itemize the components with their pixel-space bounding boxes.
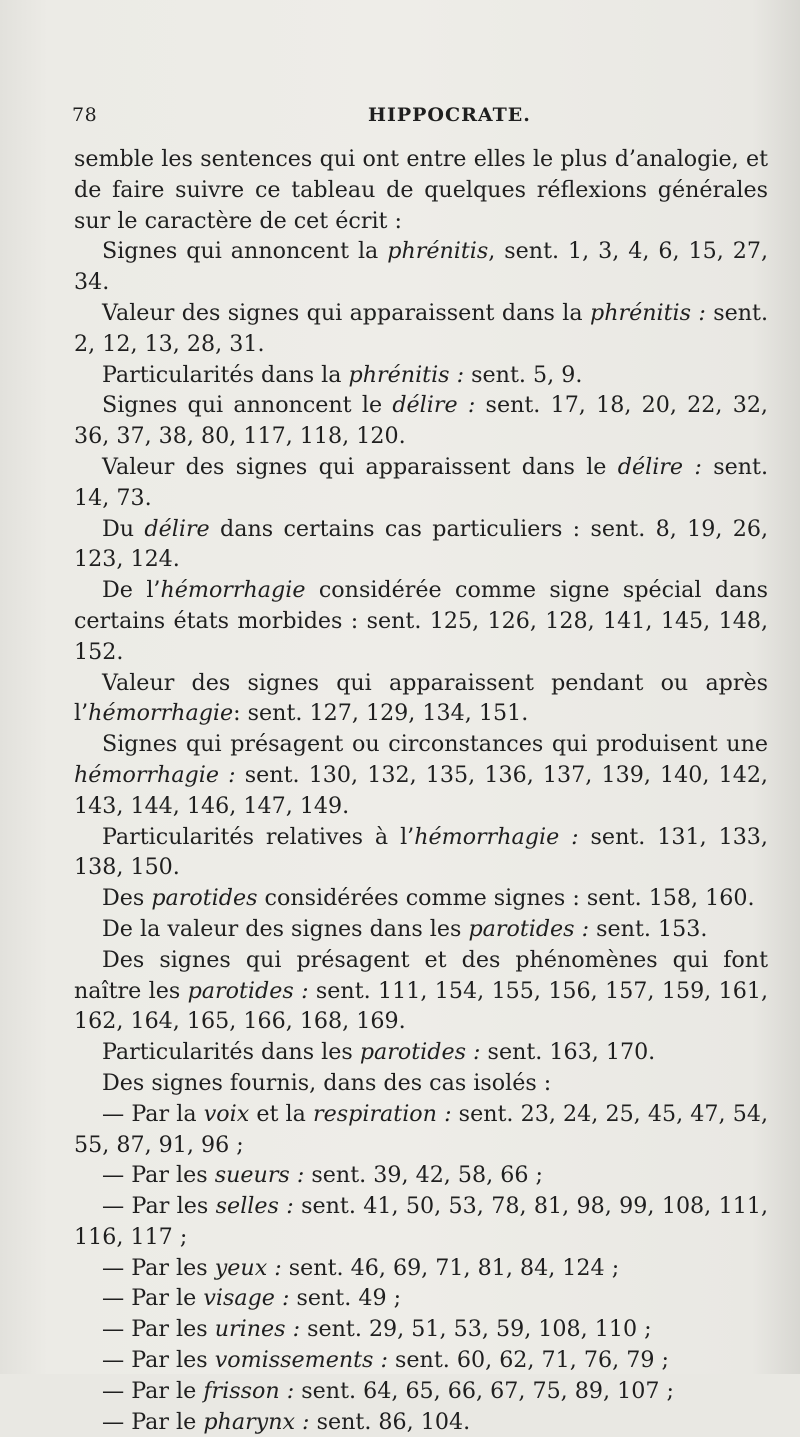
text-segment: sent. 39, 42, 58, 66 ;	[304, 1162, 544, 1189]
italic-term: phrénitis :	[348, 361, 465, 388]
italic-term: phrénitis	[387, 238, 489, 265]
text-segment: sent. 41, 50, 53, 78, 81, 98, 99, 108, 111, 116, 117 ;	[74, 1193, 768, 1250]
italic-term: délire :	[392, 392, 476, 419]
text-segment: — Par le	[102, 1285, 204, 1312]
text-segment: sent. 49 ;	[289, 1285, 402, 1312]
italic-term: parotides :	[468, 915, 590, 942]
text-segment: Valeur des signes qui apparaissent dans le	[102, 453, 618, 480]
italic-term: frisson :	[203, 1377, 295, 1404]
text-segment: Particularités dans la	[102, 361, 349, 388]
text-segment: De la valeur des signes dans les	[102, 915, 469, 942]
italic-term: vomissements :	[214, 1347, 388, 1374]
text-segment: : sent. 127, 129, 134, 151.	[233, 700, 529, 727]
italic-term: phrénitis :	[590, 299, 706, 326]
text-segment: Signes qui présagent ou circonstances qui produisent une	[102, 731, 768, 758]
paragraph	[74, 452, 768, 514]
text-segment: sent. 5, 9.	[464, 361, 583, 388]
italic-term: voix	[203, 1100, 250, 1127]
text-segment: — Par les	[102, 1254, 215, 1281]
text-segment: Valeur des signes qui apparaissent dans la	[102, 299, 590, 326]
text-segment: Des signes qui présagent et des phénomènes qui font naître les	[74, 946, 768, 1004]
paragraph	[74, 1314, 768, 1345]
paragraph	[74, 144, 768, 236]
italic-term: délire	[144, 515, 210, 542]
italic-term: délire :	[617, 453, 702, 480]
text-segment: Des signes fournis, dans des cas isolés :	[102, 1069, 552, 1096]
text-segment: Signes qui annoncent le	[102, 392, 393, 419]
page-header	[72, 104, 772, 134]
text-segment: , sent. 1, 3, 4, 6, 15, 27, 34.	[74, 238, 768, 296]
italic-term: hémorrhagie	[160, 577, 306, 604]
text-segment: sent. 14, 73.	[74, 453, 768, 511]
text-segment: — Par les	[102, 1347, 215, 1374]
paragraph	[74, 1345, 768, 1376]
text-segment: sent. 17, 18, 20, 22, 32, 36, 37, 38, 80, 117, 118, 120.	[74, 392, 768, 450]
paragraph	[74, 390, 768, 452]
text-segment: sent. 131, 133, 138, 150.	[74, 823, 768, 881]
text-segment: — Par les	[102, 1193, 216, 1220]
text-segment: considérée comme signe spécial dans certains états morbides : sent. 125, 126, 128, 141, 145, 148, 152.	[74, 577, 769, 665]
paragraph	[74, 360, 768, 391]
text-segment: — Par le	[102, 1377, 204, 1404]
text-segment: sent. 46, 69, 71, 81, 84, 124 ;	[281, 1254, 620, 1281]
text-segment: Signes qui annoncent la	[102, 238, 388, 265]
paragraph	[74, 883, 768, 914]
italic-term: visage :	[203, 1285, 290, 1312]
paragraph	[74, 1160, 768, 1191]
text-segment: — Par le	[102, 1408, 204, 1435]
text-segment: De l’	[102, 577, 161, 604]
text-segment: sent. 111, 154, 155, 156, 157, 159, 161, 162, 164, 165, 166, 168, 169.	[74, 977, 768, 1035]
running-title: HIPPOCRATE.	[368, 104, 531, 126]
italic-term: hémorrhagie	[88, 700, 234, 727]
text-segment: sent. 64, 65, 66, 67, 75, 89, 107 ;	[294, 1377, 675, 1404]
paragraph	[74, 914, 768, 945]
text-segment: sent. 2, 12, 13, 28, 31.	[74, 299, 768, 357]
page-body	[74, 144, 768, 1437]
italic-term: hémorrhagie :	[414, 823, 579, 850]
text-segment: et la	[249, 1100, 314, 1127]
text-segment: sent. 153.	[589, 915, 708, 942]
text-segment: sent. 29, 51, 53, 59, 108, 110 ;	[300, 1316, 652, 1343]
text-segment: sent. 163, 170.	[480, 1039, 656, 1066]
text-segment: semble les sentences qui ont entre elles le plus d’analogie, et de faire suivre ce tableau de quelques réflexions générales sur le caractère de cet écrit :	[74, 146, 768, 234]
text-segment: Valeur des signes qui apparaissent pendant ou après l’	[74, 669, 768, 727]
text-segment: sent. 23, 24, 25, 45, 47, 54, 55, 87, 91, 96 ;	[74, 1100, 769, 1158]
text-segment: sent. 60, 62, 71, 76, 79 ;	[387, 1347, 669, 1374]
text-segment: considérées comme signes : sent. 158, 160.	[257, 885, 755, 912]
paragraph	[74, 1253, 768, 1284]
italic-term: parotides :	[359, 1039, 481, 1066]
paragraph	[74, 1068, 768, 1099]
paragraph	[74, 575, 768, 667]
text-segment: Du	[102, 515, 145, 542]
paragraph	[74, 1191, 768, 1253]
text-segment: — Par les	[102, 1162, 215, 1189]
italic-term: urines :	[214, 1316, 301, 1343]
italic-term: parotides	[151, 885, 258, 912]
text-segment: Particularités relatives à l’	[102, 823, 415, 850]
paragraph	[74, 1283, 768, 1314]
paragraph	[74, 1407, 768, 1437]
italic-term: hémorrhagie :	[74, 761, 236, 788]
text-segment: — Par la	[102, 1100, 204, 1127]
paragraph	[74, 1376, 768, 1407]
paragraph	[74, 729, 768, 821]
paragraph	[74, 945, 768, 1037]
paragraph	[74, 514, 768, 576]
text-segment: Particularités dans les	[102, 1039, 360, 1066]
text-segment: sent. 130, 132, 135, 136, 137, 139, 140, 142, 143, 144, 146, 147, 149.	[74, 761, 768, 819]
text-segment: sent. 86, 104.	[309, 1408, 471, 1435]
italic-term: yeux :	[214, 1254, 282, 1281]
italic-term: selles :	[215, 1193, 294, 1220]
italic-term: sueurs :	[214, 1162, 305, 1189]
italic-term: respiration :	[313, 1100, 452, 1127]
paragraph	[74, 1037, 768, 1068]
paragraph	[74, 668, 768, 730]
italic-term: parotides :	[187, 977, 309, 1004]
paragraph	[74, 236, 768, 298]
text-segment: Des	[102, 885, 152, 912]
paragraph	[74, 822, 768, 884]
italic-term: pharynx :	[203, 1408, 310, 1435]
paragraph	[74, 298, 768, 360]
text-segment: dans certains cas particuliers : sent. 8, 19, 26, 123, 124.	[74, 515, 768, 573]
page-number: 78	[72, 104, 98, 126]
paragraph	[74, 1099, 768, 1161]
text-segment: — Par les	[102, 1316, 215, 1343]
